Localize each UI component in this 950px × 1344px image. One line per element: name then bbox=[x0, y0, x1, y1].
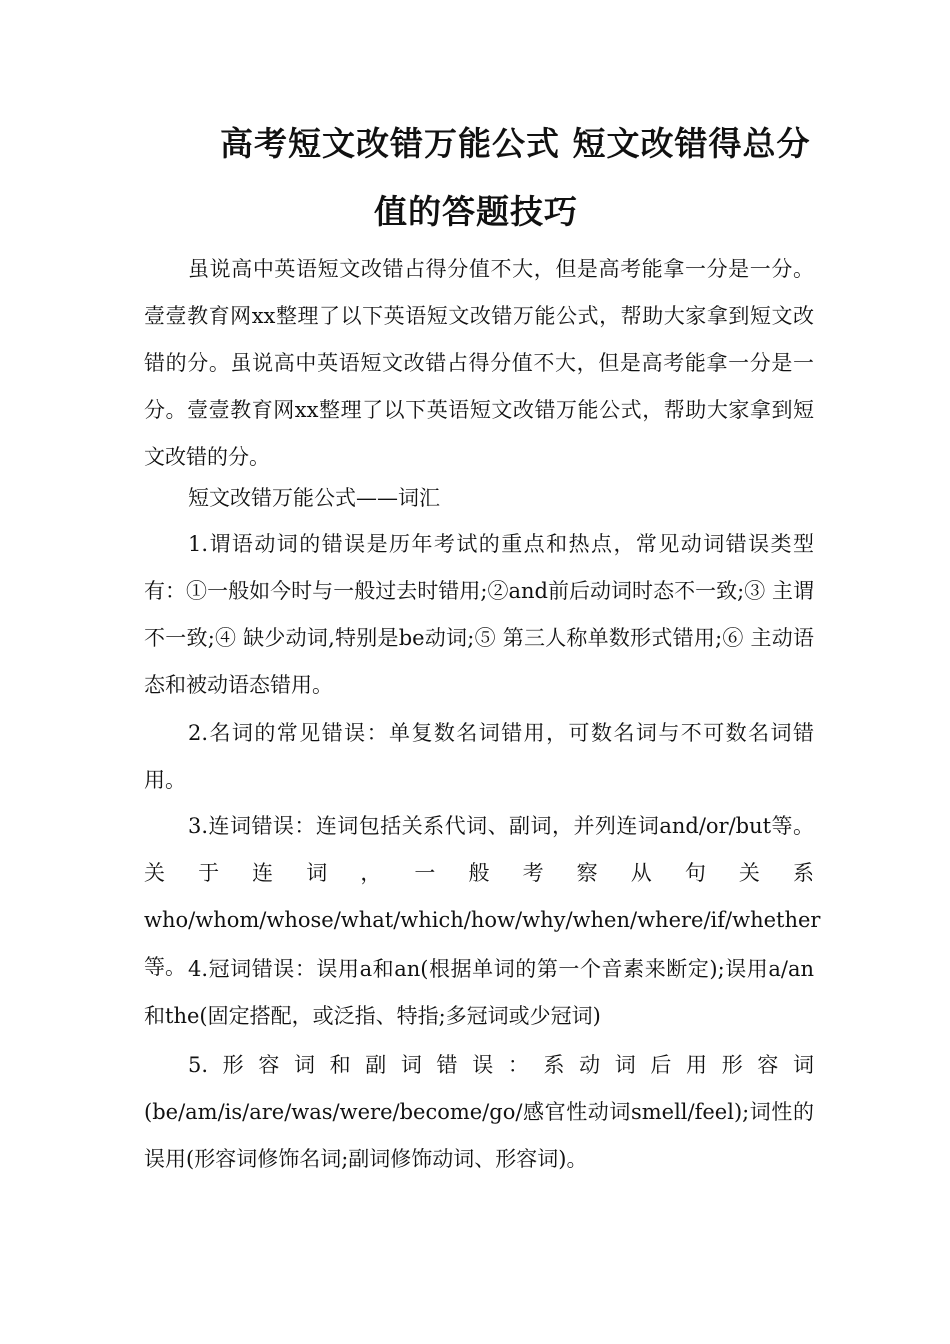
list-item: 2.名词的常见错误：单复数名词错用，可数名词与不可数名词错用。 bbox=[144, 721, 814, 792]
list-item: 5.形容词和副词错误：系动词后用形容词(be/am/is/are/was/were/become/go/感官性动词smell/feel);词性的误用(形容词修饰名词;副词修饰动词、形容词)。 bbox=[144, 1053, 814, 1171]
document-title-line-1: 高考短文改错万能公式 短文改错得总分 bbox=[220, 124, 811, 163]
list-item: 3.连词错误：连词包括关系代词、副词，并列连词and/or/but等。关于连词，一般考察从句关系who/whom/whose/what/which/how/why/when/where/if/whether等。 bbox=[144, 814, 821, 979]
section-heading: 短文改错万能公式——词汇 bbox=[188, 486, 440, 510]
list-item: 4.冠词错误：误用a和an(根据单词的第一个音素来断定);误用a/an和the(固定搭配，或泛指、特指;多冠词或少冠词) bbox=[144, 957, 814, 1028]
document-title-line-2: 值的答题技巧 bbox=[374, 192, 578, 231]
intro-paragraph: 虽说高中英语短文改错占得分值不大，但是高考能拿一分是一分。壹壹教育网xx整理了以下英语短文改错万能公式，帮助大家拿到短文改错的分。虽说高中英语短文改错占得分值不大，但是高考能拿一分是一分。壹壹教育网xx整理了以下英语短文改错万能公式，帮助大家拿到短文改错的分。 bbox=[144, 257, 814, 469]
list-item: 1.谓语动词的错误是历年考试的重点和热点，常见动词错误类型有：①一般如今时与一般过去时错用;②and前后动词时态不一致;③ 主谓不一致;④ 缺少动词,特别是be动词;⑤ 第三人称单数形式错用;⑥ 主动语态和被动语态错用。 bbox=[144, 532, 814, 697]
